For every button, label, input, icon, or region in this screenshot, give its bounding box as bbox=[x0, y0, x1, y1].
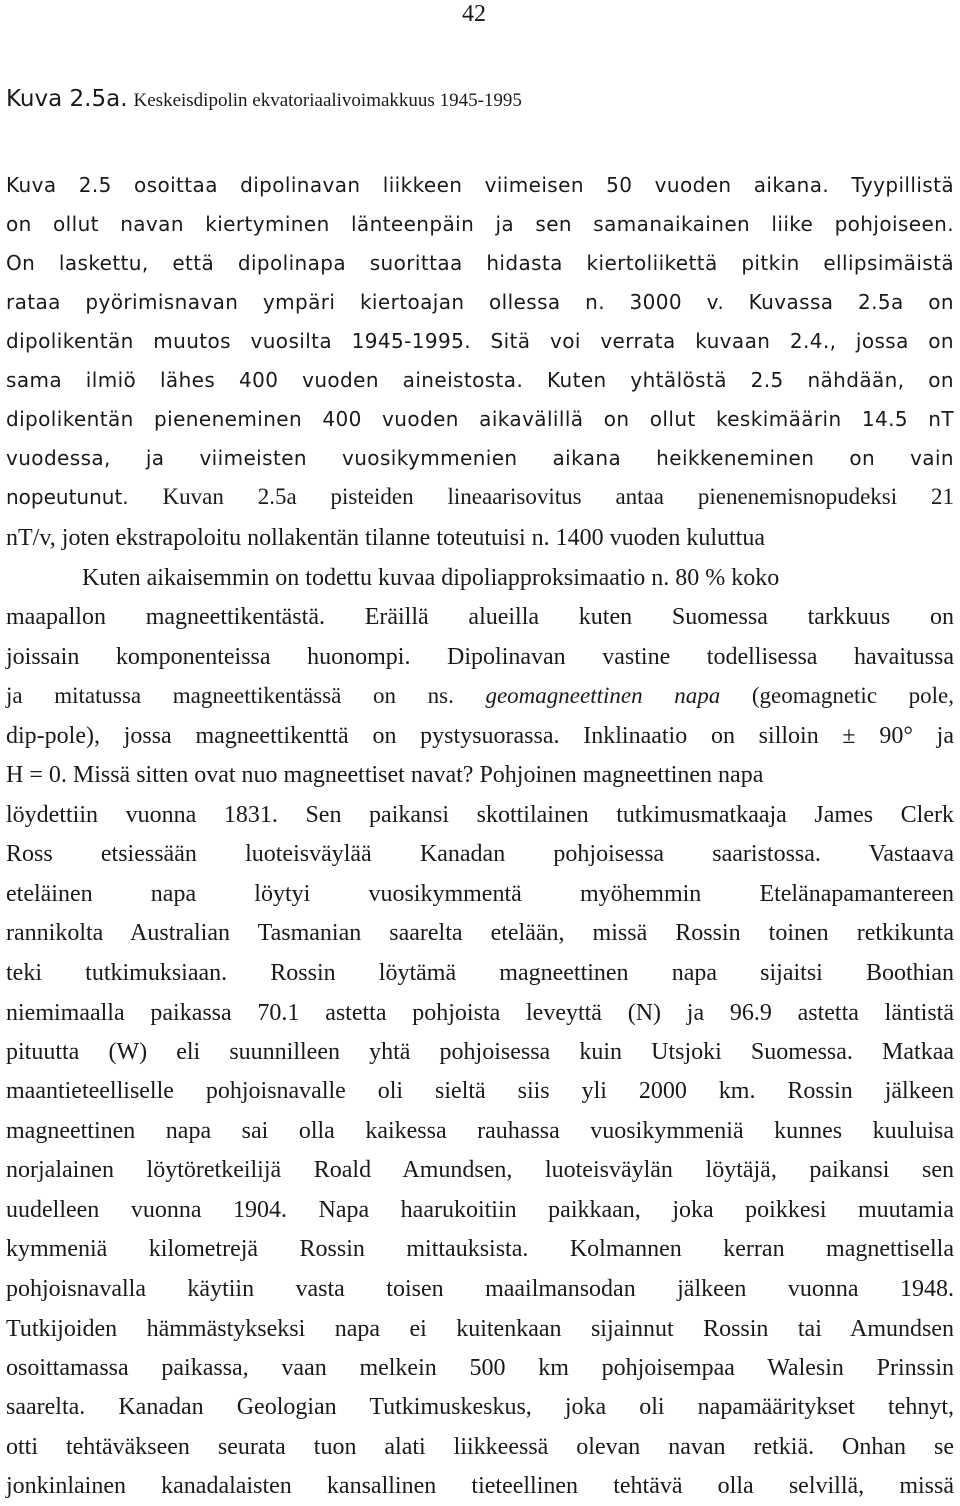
term-italic: geomagneettinen napa bbox=[485, 683, 721, 708]
text-line: eteläinen napa löytyi vuosikymmentä myöhemmin Etelänapamantereen bbox=[6, 881, 954, 907]
text-line: maapallon magneettikentästä. Eräillä alueilla kuten Suomessa tarkkuus on bbox=[6, 604, 954, 630]
text-line: magneettinen napa sai olla kaikessa rauhassa vuosikymmeniä kunnes kuuluisa bbox=[6, 1118, 954, 1144]
text-line: osoittamassa paikassa, vaan melkein 500 km pohjoisempaa Walesin Prinssin bbox=[6, 1355, 954, 1381]
text-line: uudelleen vuonna 1904. Napa haarukoitiin paikkaan, joka poikkesi muutamia bbox=[6, 1197, 954, 1223]
text-segment: (geomagnetic pole, bbox=[751, 683, 955, 708]
text-line: maantieteelliselle pohjoisnavalle oli sieltä siis yli 2000 km. Rossin jälkeen bbox=[6, 1078, 954, 1104]
text-line: vuodessa, ja viimeisten vuosikymmenien aikana heikkeneminen on vain bbox=[6, 446, 954, 470]
page-number: 42 bbox=[462, 1, 486, 27]
text-line-mixed bbox=[6, 676, 954, 716]
text-line-mixed bbox=[6, 477, 954, 517]
text-line: dipolikentän muutos vuosilta 1945-1995. Sitä voi verrata kuvaan 2.4., jossa on bbox=[6, 329, 954, 353]
text-line: jonkinlainen kanadalaisten kansallinen tieteellinen tehtävä olla selvillä, missä bbox=[6, 1473, 954, 1499]
text-line: norjalainen löytöretkeilijä Roald Amundsen, luoteisväylän löytäjä, paikansi sen bbox=[6, 1157, 954, 1183]
text-line: kymmeniä kilometrejä Rossin mittauksista. Kolmannen kerran magnettisella bbox=[6, 1236, 954, 1262]
text-line: dip-pole), jossa magneettikenttä on pystysuorassa. Inklinaatio on silloin ± 90° ja bbox=[6, 723, 954, 749]
text-segment: Kuvan 2.5a pisteiden lineaarisovitus antaa pienenemisnopudeksi 21 bbox=[162, 484, 955, 509]
text-segment: nopeutunut. bbox=[6, 485, 129, 509]
text-line: sama ilmiö lähes 400 vuoden aineistosta. Kuten yhtälöstä 2.5 nähdään, on bbox=[6, 368, 954, 392]
text-line: H = 0. Missä sitten ovat nuo magneettiset navat? Pohjoinen magneettinen napa bbox=[6, 762, 764, 788]
text-line: löydettiin vuonna 1831. Sen paikansi skottilainen tutkimusmatkaaja James Clerk bbox=[6, 802, 954, 828]
caption-text: Keskeisdipolin ekvatoriaalivoimakkuus 1945-1995 bbox=[133, 90, 522, 111]
figure-caption bbox=[6, 86, 522, 112]
text-line: Tutkijoiden hämmästykseksi napa ei kuitenkaan sijainnut Rossin tai Amundsen bbox=[6, 1316, 954, 1342]
text-line: pohjoisnavalla käytiin vasta toisen maailmansodan jälkeen vuonna 1948. bbox=[6, 1276, 954, 1302]
text-line: on ollut navan kiertyminen länteenpäin ja sen samanaikainen liike pohjoiseen. bbox=[6, 212, 954, 236]
text-line: rataa pyörimisnavan ympäri kiertoajan ollessa n. 3000 v. Kuvassa 2.5a on bbox=[6, 290, 954, 314]
text-line: joissain komponenteissa huonompi. Dipolinavan vastine todellisessa havaitussa bbox=[6, 644, 954, 670]
caption-label: Kuva 2.5a. bbox=[6, 86, 128, 112]
text-line: teki tutkimuksiaan. Rossin löytämä magneettinen napa sijaitsi Boothian bbox=[6, 960, 954, 986]
text-line: dipolikentän pieneneminen 400 vuoden aikavälillä on ollut keskimäärin 14.5 nT bbox=[6, 407, 954, 431]
text-line: On laskettu, että dipolinapa suorittaa hidasta kiertoliikettä pitkin ellipsimäistä bbox=[6, 251, 954, 275]
text-line: otti tehtäväkseen seurata tuon alati liikkeessä olevan navan retkiä. Onhan se bbox=[6, 1434, 954, 1460]
text-line: saarelta. Kanadan Geologian Tutkimuskeskus, joka oli napamääritykset tehnyt, bbox=[6, 1394, 954, 1420]
text-line: Ross etsiessään luoteisväylää Kanadan pohjoisessa saaristossa. Vastaava bbox=[6, 841, 954, 867]
text-line: pituutta (W) eli suunnilleen yhtä pohjoisessa kuin Utsjoki Suomessa. Matkaa bbox=[6, 1039, 954, 1065]
text-segment: ja mitatussa magneettikentässä on ns. bbox=[6, 683, 454, 708]
text-line: Kuten aikaisemmin on todettu kuvaa dipoliapproksimaatio n. 80 % koko bbox=[82, 565, 780, 591]
text-line: nT/v, joten ekstrapoloitu nollakentän tilanne toteutuisi n. 1400 vuoden kuluttua bbox=[6, 525, 765, 551]
text-line: Kuva 2.5 osoittaa dipolinavan liikkeen viimeisen 50 vuoden aikana. Tyypillistä bbox=[6, 173, 954, 197]
text-line: niemimaalla paikassa 70.1 astetta pohjoista leveyttä (N) ja 96.9 astetta läntistä bbox=[6, 1000, 954, 1026]
text-line: rannikolta Australian Tasmanian saarelta etelään, missä Rossin toinen retkikunta bbox=[6, 920, 954, 946]
